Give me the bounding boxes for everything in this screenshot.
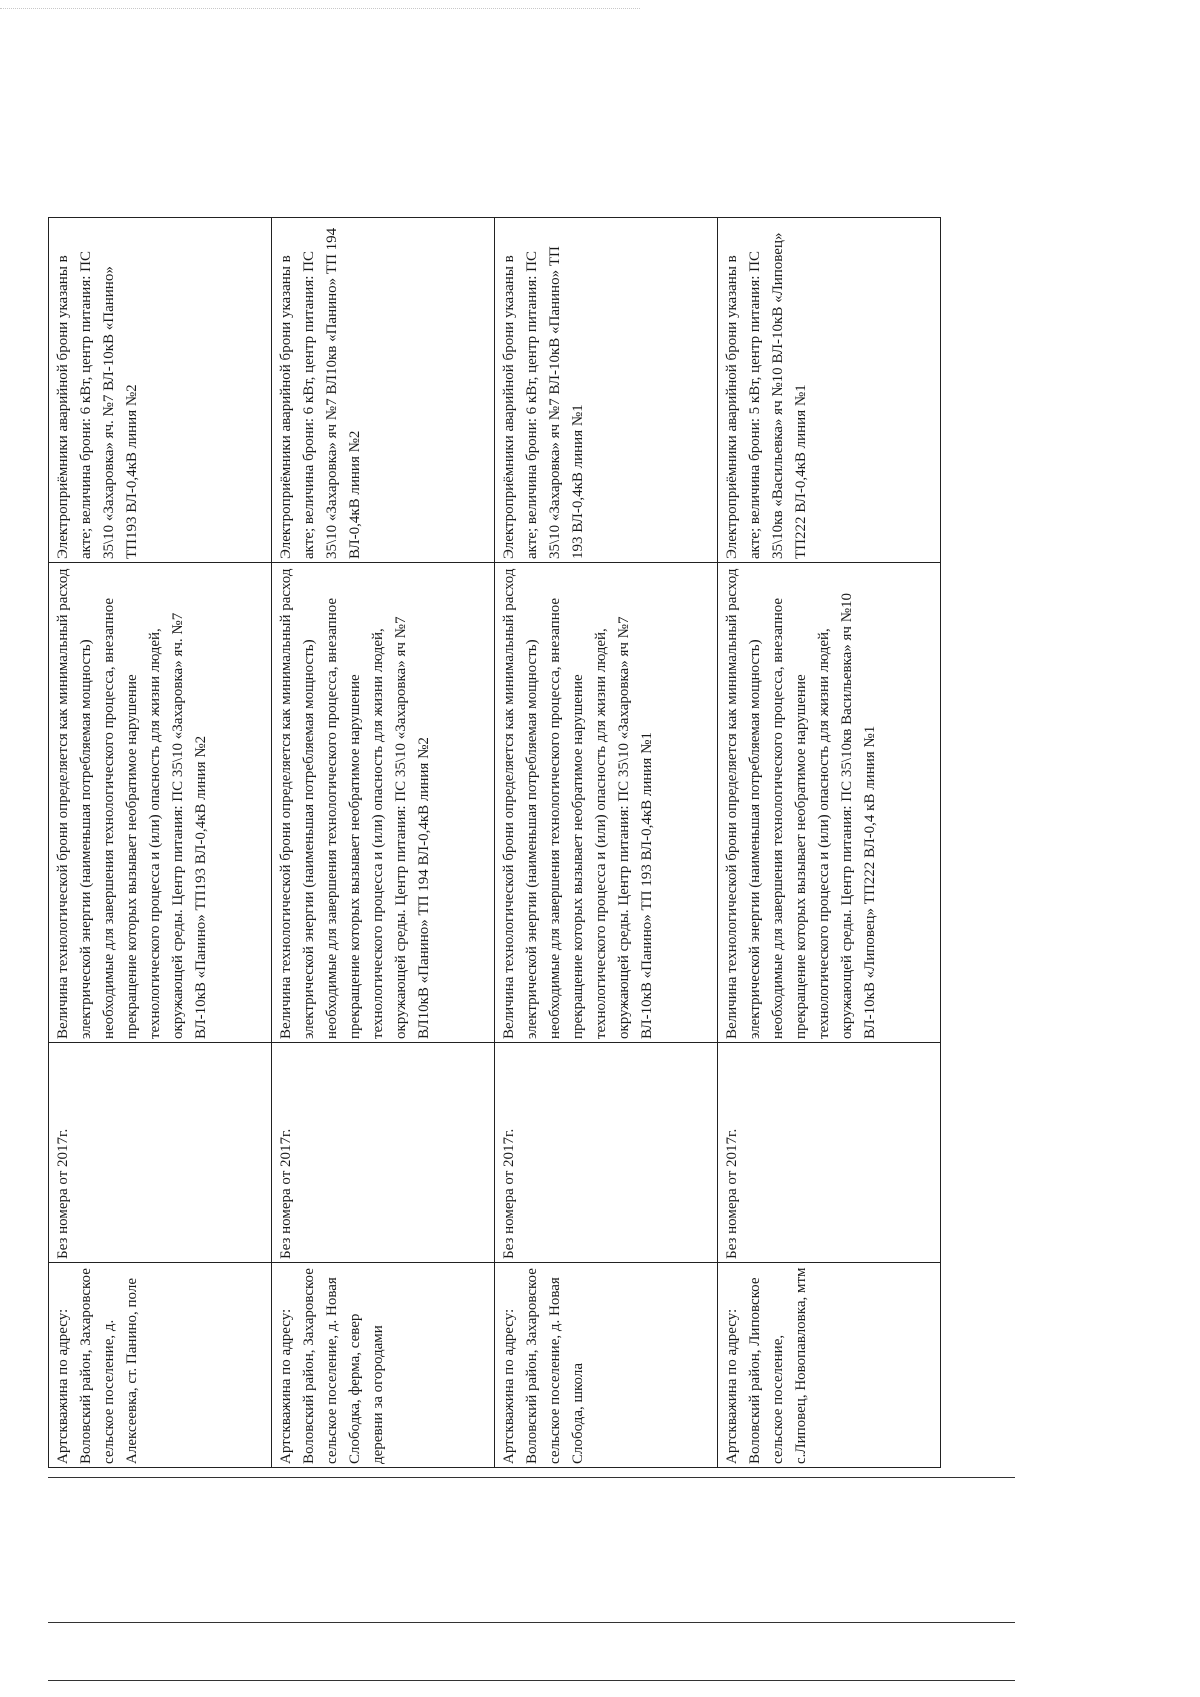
tech-reserve-cell: Величина технологической брони определяется как минимальный расход электрической энергии (наименьшая потребляемая мощность) необходимые для завершения технологического процесса, внезапное прекращение которых вызывает необратимое нарушение технологического процесса и (или) опасность для жизни людей, окружающей среды. Центр питания: ПС 35\10 «Захаровка» яч №7 ВЛ-10кВ «Панино» ТП 193 ВЛ-0,4кВ линия №1 [495,563,718,1043]
table-row [495,218,718,1468]
document-cell: Без номера от 2017г. [49,1043,272,1263]
signature-line [48,1477,1015,1478]
emergency-reserve-cell: Электроприёмники аварийной брони указаны в акте; величина брони: 6 кВт, центр питания: ПС 35\10 «Захаровка» яч. №7 ВЛ-10кВ «Панино» ТП193 ВЛ-0,4кВ линия №2 [49,218,272,563]
object-cell: Артскважина по адресу: Воловский район, Захаровское сельское поселение, д. Алексеевка, ст. Панино, поле [49,1263,272,1468]
emergency-reserve-cell: Электроприёмники аварийной брони указаны в акте; величина брони: 6 кВт, центр питания: ПС 35\10 «Захаровка» яч №7 ВЛ10кв «Панино» ТП 194 ВЛ-0,4кВ линия №2 [272,218,495,563]
tech-reserve-cell: Величина технологической брони определяется как минимальный расход электрической энергии (наименьшая потребляемая мощность) необходимые для завершения технологического процесса, внезапное прекращение которых вызывает необратимое нарушение технологического процесса и (или) опасность для жизни людей, окружающей среды. Центр питания: ПС 35\10кв Васильевка» яч №10 ВЛ-10кВ «Липовец» ТП222 ВЛ-0,4 кВ линия №1 [718,563,941,1043]
scan-edge-noise [0,8,640,9]
signature-line [48,1622,1015,1623]
document-cell: Без номера от 2017г. [718,1043,941,1263]
document-cell: Без номера от 2017г. [272,1043,495,1263]
table-row [49,218,272,1468]
tech-reserve-cell: Величина технологической брони определяется как минимальный расход электрической энергии (наименьшая потребляемая мощность) необходимые для завершения технологического процесса, внезапное прекращение которых вызывает необратимое нарушение технологического процесса и (или) опасность для жизни людей, окружающей среды. Центр питания: ПС 35\10 «Захаровка» яч. №7 ВЛ-10кВ «Панино» ТП193 ВЛ-0,4кВ линия №2 [49,563,272,1043]
emergency-reserve-cell: Электроприёмники аварийной брони указаны в акте; величина брони: 6 кВт, центр питания: ПС 35\10 «Захаровка» яч №7 ВЛ-10кВ «Панино» ТП 193 ВЛ-0,4кВ линия №1 [495,218,718,563]
signature-line [48,1680,1015,1681]
object-cell: Артскважина по адресу: Воловский район, Захаровское сельское поселение, д. Новая Слободка, ферма, север деревни за огородами [272,1263,495,1468]
object-cell: Артскважина по адресу: Воловский район, Захаровское сельское поселение, д. Новая Слобода, школа [495,1263,718,1468]
object-cell: Артскважина по адресу: Воловский район, Липовское сельское поселение, с.Липовец, Новопавловка, мтм [718,1263,941,1468]
document-cell: Без номера от 2017г. [495,1043,718,1263]
rotated-table-container [48,218,968,1468]
table-row [272,218,495,1468]
reserve-table [48,217,941,1468]
table-row [718,218,941,1468]
emergency-reserve-cell: Электроприёмники аварийной брони указаны в акте; величина брони: 5 кВт, центр питания: ПС 35\10кв «Васильевка» яч №10 ВЛ-10кВ «Липовец» ТП222 ВЛ-0,4кВ линия №1 [718,218,941,563]
tech-reserve-cell: Величина технологической брони определяется как минимальный расход электрической энергии (наименьшая потребляемая мощность) необходимые для завершения технологического процесса, внезапное прекращение которых вызывает необратимое нарушение технологического процесса и (или) опасность для жизни людей, окружающей среды. Центр питания: ПС 35\10 «Захаровка» яч №7 ВЛ10кВ «Панино» ТП 194 ВЛ-0,4кВ линия №2 [272,563,495,1043]
